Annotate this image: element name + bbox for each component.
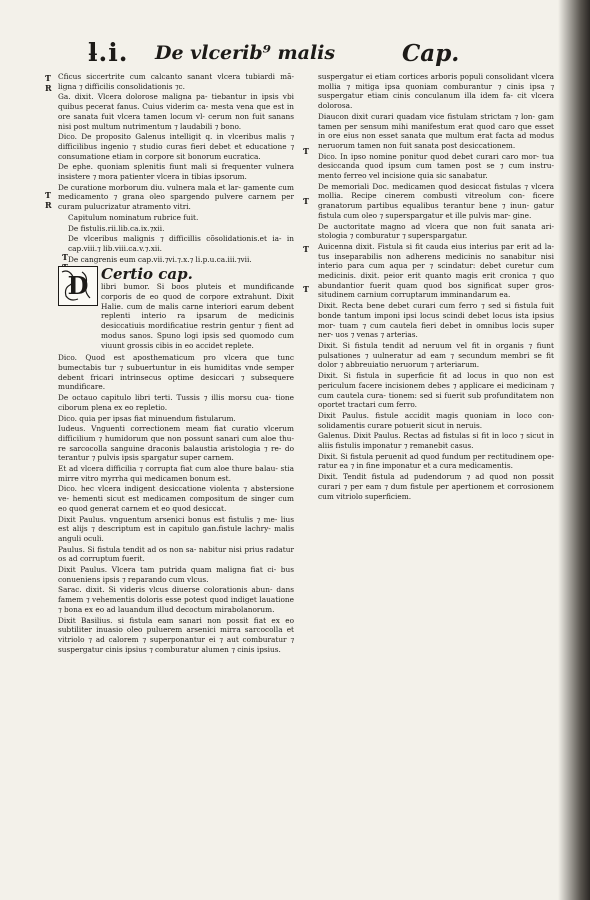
paragraph: Capitulum nominatum rubrice fuit. (68, 212, 199, 222)
paragraph: Sarac. dixit. Si videris vlcus diuerse colorationis abun- dans famem ⁊ vehementis doloris esse potest quod indiget lauatione ⁊ bona ex eo ad lauandum illud decoctum mirabolanorum. (58, 585, 294, 614)
paragraph: Dixit. Tendit fistula ad pudendorum ⁊ ad quod non possit curari ⁊ per eam ⁊ dum fistule per apertionem et corrosionem cum vitriolo superficiem. (318, 472, 554, 501)
paragraph: Dixit Paulus. vnguentum arsenici bonus est fistulis ⁊ me- lius est alijs ⁊ descriptum est in capitulo gan.fistule lachry- malis anguli oculi. (58, 514, 294, 543)
paragraph: Paulus. Si fistula tendit ad os non sa- nabitur nisi prius radatur os ad corruptum fuerit. (58, 544, 294, 564)
right-column (318, 72, 554, 502)
paragraph: libri bumor. Si boos pluteis et mundificande corporis de eo quod de corpore extrahunt. Dixit Halie. cum de malis carne interiori earum debent replenti interio ra ipsarum de medicinis desiccatiuis mordificatiue restrin gentur ⁊ fient ad modus sanos. Spuno logi ipsis sed quomodo cum viuunt grossis cibis in eo accidet replete. (101, 282, 294, 350)
margin-mark: Ƭ (303, 284, 309, 294)
cap-label: Cap. (402, 40, 460, 67)
chapter-opening (58, 266, 294, 351)
paragraph: Dixit. Si fistula tendit ad neruum vel fit in organis ⁊ fiunt pulsationes ⁊ uulneratur ad eam ⁊ secundum membri se fit dolor ⁊ abbreuiatio neruorum ⁊ arteriarum. (318, 340, 554, 370)
paragraph: Auicenna dixit. Fistula si fit cauda eius interius par erit ad la- tus inseparabilis non adherens medicinis no sanabitur nisi interio para cum aqua per ⁊ scindatur: debet curetur cum medicinis. dixit. peior erit quanto magis erit cronica ⁊ quo abundantior fuerit quam quod bos significat super gros- situdinem carnium corruptarum imminandarum ea. (318, 241, 554, 300)
margin-mark: Ƭ (45, 73, 51, 83)
chapter-heading: Certio cap. (101, 265, 193, 284)
paragraph: Dixit. Si fistula in superficie fit ad locus in quo non est periculum facere incisionem debes ⁊ applicare ei medicinam ⁊ cum cautela cura- tionem: sed si fuerit sub profunditatem non oportet tractari cum ferro. (318, 371, 554, 410)
margin-mark: Ƭ (303, 244, 309, 254)
left-column (58, 72, 294, 655)
paragraph: De octauo capitulo libri terti. Tussis ⁊ illis morsu cua- tione ciborum plena ex eo repletio. (58, 393, 294, 412)
running-title: De vlcerib⁹ malis (155, 42, 336, 64)
paragraph: Dico. Quod est aposthematicum pro vlcera que tunc bumectabis tur ⁊ subuertuntur in eis humiditas vnde semper debent fricari intrinsecus optime desiccari ⁊ subsequere mundificare. (58, 353, 294, 392)
paragraph: Dico. In ipso nomine ponitur quod debet curari caro mor- tua desiccanda quod ipsum cum tamen post se ⁊ cum instru- mento ferreo vel incisione quia sic sanabatur. (318, 151, 554, 181)
paragraph: De curatione morborum diu. vulnera mala et lar- gamente cum medicamento ⁊ grana oleo spargendo pulvere carnem per curam pulucrizatur atramento vitri. (58, 182, 294, 212)
paragraph: Iudeus. Vnguenti correctionem meam fiat curatio vlcerum difficilium ⁊ humidorum que non possunt sanari cum aloe thu- re sarcocolla sanguine draconis balaustia aristologia ⁊ re- do terantur ⁊ pulvis ipsis spargatur super carnem. (58, 424, 294, 463)
paragraph: De vlceribus malignis ⁊ difficillis cõsolidationis.et ia- in cap.viii.⁊ lib.viii.ca.v.⁊.xii. (68, 234, 294, 253)
paragraph: Dixit Paulus. Vlcera tam putrida quam maligna fiat ci- bus conueniens ipsis ⁊ reparando cum vlcus. (58, 565, 294, 584)
margin-mark: Ƭ (45, 190, 51, 200)
paragraph: Dico. hec vlcera indigent desiccatione violenta ⁊ abstersione ve- hementi sicut est medicamen compositum de singer cum eo quod generat carnem et eo quod desiccat. (58, 484, 294, 513)
paragraph: Dico. De proposito Galenus intelligit q. in vlceribus malis ⁊ difficilibus ingenio ⁊ studio curas fieri debet et educatione ⁊ consumatione etiam in corpore sit bonorum eucratica. (58, 132, 294, 161)
paragraph: Galenus. Dixit Paulus. Rectas ad fistulas si fit in loco ⁊ sicut in aliis fistulis imponatur ⁊ remanebit casus. (318, 431, 554, 451)
margin-mark: Ƭ (62, 252, 68, 262)
paragraph: Cficus siccertrite cum calcanto sanant vlcera tubiardi mã- ligna ⁊ difficilis consolidationis ⁊c. (58, 72, 294, 91)
svg-text:D: D (67, 271, 89, 301)
paragraph: Dixit. Recta bene debet curari cum ferro ⁊ sed si fistula fuit bonde tantum imponi ipsi locus scindi debet locus ista ipsius mor- tuam ⁊ cum cautela fieri debet in omnibus locis super ner- uos ⁊ venas ⁊ arterias. (318, 301, 554, 340)
paragraph: Ga. dixit. Vlcera dolorose maligna pa- tiebantur in ipsis vbi quibus pecerat fanus. Cuius viderim ca- mesta vena que est in ore sanata fuit vlcera tamen locum vl- cerum non fuit sanans nisi post multum nutrimentum ⁊ laudabili ⁊ bono. (58, 92, 294, 131)
margin-mark: R (45, 200, 52, 210)
folio-number: ƚ.i. (88, 38, 129, 67)
paragraph: Dixit. Si fistula peruenit ad quod fundum per rectitudinem ope- ratur ea ⁊ in fine imponatur et a cura medicamentis. (318, 451, 554, 471)
decorated-initial-icon (58, 266, 98, 306)
paragraph: De memoriali Doc. medicamen quod desiccat fistulas ⁊ vlcera mollia. Recipe cinerem combusti vitreolum con- ficere granatorum partibus equalibus terantur bene ⁊ inun- gatur fistula cum oleo ⁊ superspargatur et ille pulvis mar- gine. (318, 181, 554, 220)
margin-mark: Ƭ (303, 196, 309, 206)
page-header (0, 38, 590, 70)
page-gutter-shadow (558, 0, 590, 900)
paragraph: De ephe. quoniam splenitis fiunt mali si frequenter vulnera insistere ⁊ mora patienter vlcera in tibias ipsorum. (58, 162, 294, 182)
paragraph: Et ad vlcera difficilia ⁊ corrupta fiat cum aloe thure balau- stia mirre vitro myrrha qui medicamen bonum est. (58, 464, 294, 483)
paragraph: Diaucon dixit curari quadam vice fistulam strictam ⁊ lon- gam tamen per sensum mihi manifestum erat quod caro que esset in ore eius non esset sanata que multum erat facta ad modus neruorum tamen non fuit sanata post desiccationem. (318, 111, 554, 150)
paragraph: suspergatur ei etiam cortices arboris populi consolidant vlcera mollia ⁊ mitiga ipsa quoniam comburantur ⁊ cinis ipsa ⁊ suspergatur etiam cinis conculanum illa idem fa- cit vlcera dolorosa. (318, 72, 554, 111)
paragraph: Dixit Basilius. si fistula eam sanari non possit fiat ex eo subtiliter inuasio oleo puluerem arsenici mirra sarcocolla et vitriolo ⁊ ad calorem ⁊ superponantur ei ⁊ aut comburatur ⁊ suspergatur cinis ipsius ⁊ comburatur alumen ⁊ cinis ipsius. (58, 615, 294, 654)
paragraph: De auctoritate magno ad vlcera que non fuit sanata ari- stologia ⁊ comburatur ⁊ superspargatur. (318, 221, 554, 241)
paragraph: Dixit Paulus. fistule accidit magis quoniam in loco con- solidamentis curare potuerit sicut in neruis. (318, 410, 554, 430)
margin-mark: R (45, 83, 52, 93)
paragraph: De fistulis.rii.lib.ca.ix.⁊xii. (68, 223, 165, 233)
margin-mark: Ƭ (303, 146, 309, 156)
paragraph: Dico. quia per ipsas fiat minuendum fistularum. (58, 413, 236, 423)
paragraph: De cangrenis eum cap.vii.⁊vi.⁊.x.⁊ li.p.u.ca.iii.⁊vii. (68, 254, 252, 264)
